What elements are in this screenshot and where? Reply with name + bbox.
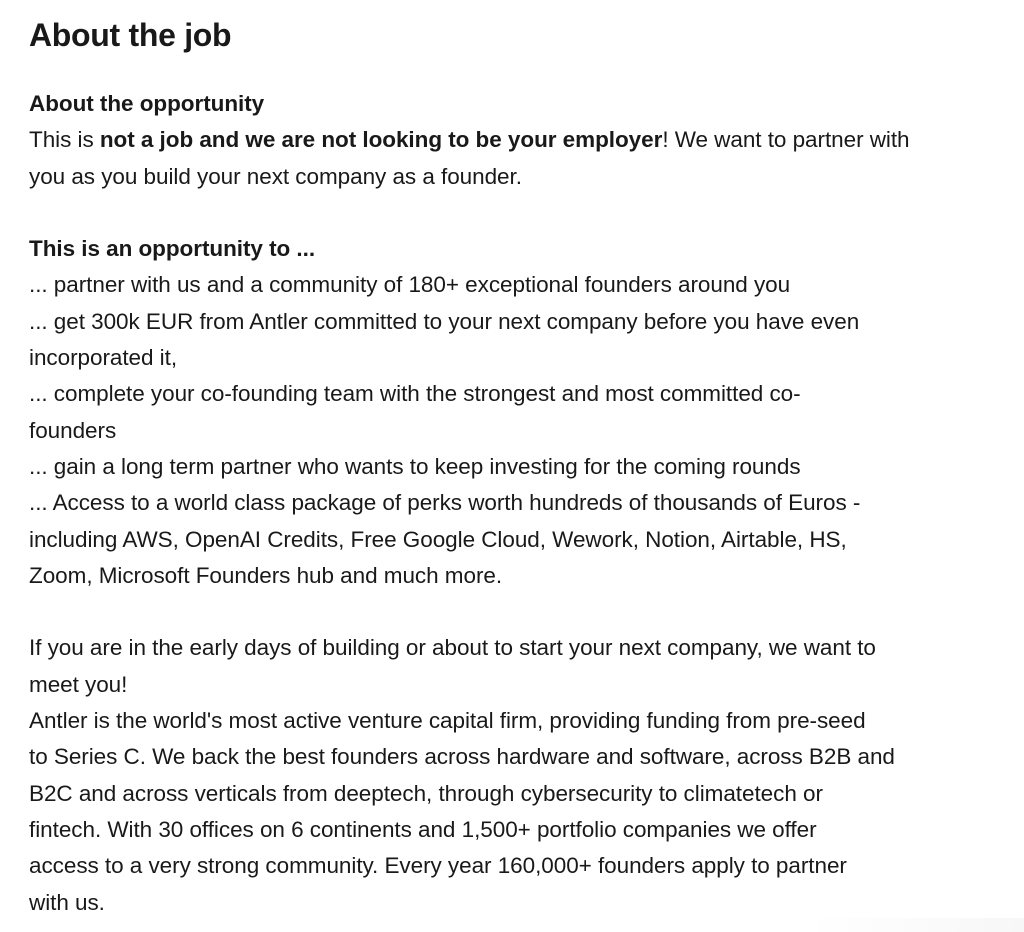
list-line: including AWS, OpenAI Credits, Free Google Cloud, Wework, Notion, Airtable, HS,	[29, 526, 847, 552]
intro-bold-text: not a job and we are not looking to be your employer	[99, 127, 663, 153]
closing-line: Antler is the world's most active venture capital firm, providing funding from pre-seed	[29, 708, 866, 734]
closing-line: to Series C. We back the best founders across hardware and software, across B2B and	[29, 744, 895, 770]
section-title: About the job	[29, 17, 232, 53]
list-line: founders	[29, 417, 117, 443]
closing-line: with us.	[29, 889, 105, 915]
opportunity-heading: About the opportunity	[29, 91, 265, 116]
list-line: ... partner with us and a community of 180+ exceptional founders around you	[29, 272, 791, 298]
list-line: Zoom, Microsoft Founders hub and much more.	[29, 562, 503, 588]
job-description-section	[29, 14, 1004, 921]
paragraph-spacer	[29, 594, 1004, 630]
opportunity-intro-line-2: you as you build your next company as a founder.	[29, 163, 522, 189]
closing-line: fintech. With 30 offices on 6 continents and 1,500+ portfolio companies we offer	[29, 816, 817, 842]
job-description-body	[29, 86, 1004, 921]
opportunity-intro-line	[29, 122, 1004, 158]
list-line: incorporated it,	[29, 345, 178, 371]
intro-suffix: ! We want to partner with	[662, 127, 910, 153]
intro-prefix: This is	[29, 127, 100, 153]
bottom-edge-shadow	[804, 918, 1024, 932]
list-line: ... gain a long term partner who wants to keep investing for the coming rounds	[29, 453, 801, 479]
closing-line: meet you!	[29, 671, 128, 697]
list-line: ... Access to a world class package of perks worth hundreds of thousands of Euros -	[29, 490, 861, 516]
closing-line: B2C and across verticals from deeptech, through cybersecurity to climatetech or	[29, 780, 823, 806]
closing-line: access to a very strong community. Every year 160,000+ founders apply to partner	[29, 853, 847, 879]
list-line: ... get 300k EUR from Antler committed to your next company before you have even	[29, 308, 860, 334]
closing-line: If you are in the early days of building or about to start your next company, we want to	[29, 635, 876, 661]
list-line: ... complete your co-founding team with the strongest and most committed co-	[29, 381, 801, 407]
paragraph-spacer	[29, 195, 1004, 231]
opportunity-list-heading: This is an opportunity to ...	[29, 236, 316, 262]
